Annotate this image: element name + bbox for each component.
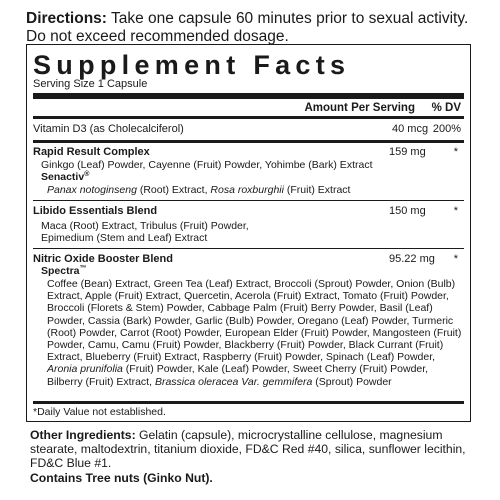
- supplement-facts-panel: [26, 44, 471, 422]
- thick-divider: [33, 93, 464, 99]
- vitamin-d3-amount: 40 mcg: [392, 123, 429, 135]
- nitric-oxide-blend-name: Nitric Oxide Booster Blend: [33, 253, 173, 265]
- rapid-result-complex-dv: *: [453, 146, 458, 158]
- spectra-subblend: [41, 265, 87, 277]
- other-ingredients: [30, 428, 470, 471]
- other-ingredients-text: Gelatin (capsule), microcrystalline cellulose, magnesium stearate, maltodextrin, titanium dioxide, FD&C Red #40, silica, sunflower lecithin, FD&C Blue #1.: [30, 428, 466, 471]
- rapid-divider: [33, 200, 464, 201]
- serving-size: Serving Size 1 Capsule: [33, 78, 148, 90]
- senactiv-ingredients: [47, 184, 462, 196]
- spectra-ingredients-part-2: (Fruit) Powder, Kale (Leaf) Powder, Sweet Cherry (Fruit) Powder, Bilberry (Fruit) Extract,: [47, 363, 429, 388]
- spectra-name: Spectra: [41, 265, 80, 277]
- directions-body: Take one capsule 60 minutes prior to sexual activity. Do not exceed recommended dosage.: [26, 10, 469, 45]
- libido-essentials-ingredients: Maca (Root) Extract, Tribulus (Fruit) Powder, Epimedium (Stem and Leaf) Extract: [41, 220, 249, 245]
- libido-divider: [33, 248, 464, 249]
- spectra-ingredients-part-1: Coffee (Bean) Extract, Green Tea (Leaf) Extract, Broccoli (Sprout) Powder, Onion (Bulb) Extract, Apple (Fruit) Extract, Quercetin, Acerola (Fruit) Extract, Tomato (Fruit) Powder, Broccoli (Florets & Stem) Powder, Cabbage Palm (Fruit) Berry Powder, Basil (Leaf) Powder, Cassia (Bark) Powder, Garlic (Bulb) Powder, Oregano (Leaf) Powder, Turmeric (Root) Powder, Carrot (Root) Powder, European Elder (Fruit) Powder, Mangosteen (Fruit) Powder, Camu, Camu (Fruit) Powder, Blackberry (Fruit) Powder, Black Currant (Fruit) Extract, Blueberry (Fruit) Extract, Raspberry (Fruit) Powder, Spinach (Leaf) Powder,: [47, 278, 462, 364]
- spectra-mark: ™: [79, 265, 87, 272]
- header-divider: [33, 116, 464, 119]
- other-ingredients-label: Other Ingredients:: [30, 428, 136, 442]
- header-amount-per-serving: Amount Per Serving: [304, 102, 415, 114]
- rapid-result-ingredients: Ginkgo (Leaf) Powder, Cayenne (Fruit) Powder, Yohimbe (Bark) Extract: [41, 159, 373, 171]
- rapid-result-complex-name: Rapid Result Complex: [33, 146, 150, 158]
- rosa-part: (Fruit) Extract: [283, 184, 351, 196]
- footer-divider: [33, 401, 464, 404]
- senactiv-mark: ®: [84, 171, 90, 178]
- panax-part: (Root) Extract,: [136, 184, 211, 196]
- senactiv-subblend: [41, 171, 89, 183]
- nitric-oxide-blend-dv: *: [453, 253, 458, 265]
- libido-essentials-name: Libido Essentials Blend: [33, 205, 158, 217]
- panax-name: Panax notoginseng: [47, 184, 137, 196]
- facts-title: Supplement Facts: [33, 50, 351, 80]
- rosa-name: Rosa roxburghii: [210, 184, 284, 196]
- vitamin-d3-dv: 200%: [432, 123, 461, 135]
- header-daily-value: % DV: [431, 102, 461, 114]
- libido-essentials-amount: 150 mg: [389, 205, 426, 217]
- daily-value-footnote: *Daily Value not established.: [33, 406, 166, 418]
- allergen-statement: Contains Tree nuts (Ginko Nut).: [30, 471, 213, 485]
- vitamin-d3-name: Vitamin D3 (as Cholecalciferol): [33, 123, 184, 135]
- brassica-name: Brassica oleracea Var. gemmifera: [154, 375, 313, 388]
- aronia-name: Aronia prunifolia: [47, 363, 123, 376]
- nitric-oxide-blend-amount: 95.22 mg: [389, 253, 435, 265]
- senactiv-name: Senactiv: [41, 171, 85, 183]
- libido-essentials-dv: *: [453, 205, 458, 217]
- directions-label: Directions:: [26, 10, 107, 27]
- rapid-result-complex-amount: 159 mg: [389, 146, 426, 158]
- spectra-ingredients-part-3: (Sprout) Powder: [312, 375, 392, 388]
- vitamin-divider: [33, 140, 464, 143]
- spectra-ingredients: [47, 278, 462, 388]
- directions-text: [26, 10, 486, 46]
